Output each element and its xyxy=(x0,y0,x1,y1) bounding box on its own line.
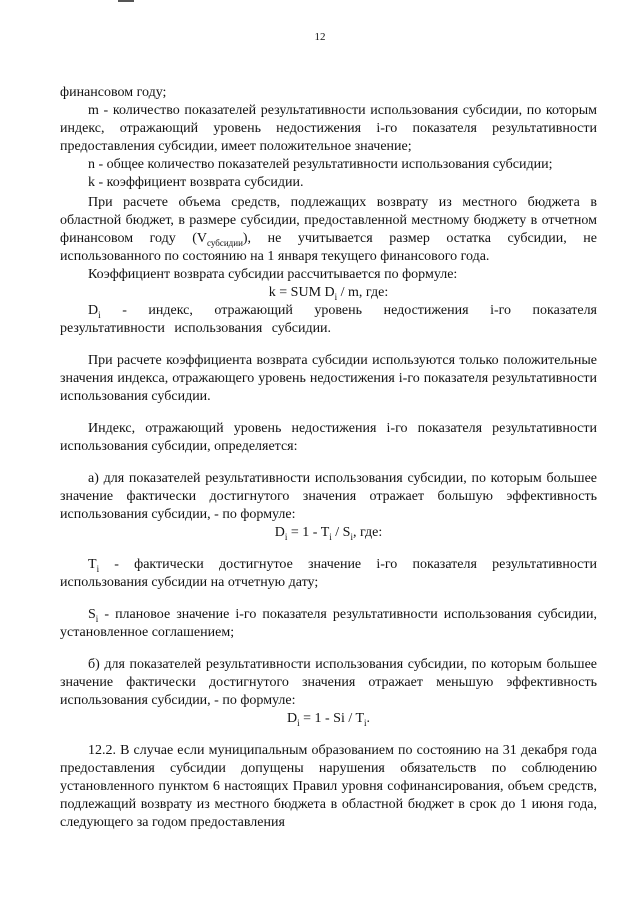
paragraph-di-definition xyxy=(60,302,597,338)
formula-di-a xyxy=(60,524,597,542)
formula-di-a-part3: / S xyxy=(331,525,351,540)
paragraph-k-definition: k - коэффициент возврата субсидии. xyxy=(88,175,304,190)
page-number: 12 xyxy=(314,31,326,43)
si-text: - плановое значение i-го показателя результативности использования субсидии, установленное соглашением; xyxy=(60,607,597,640)
formula-di-a-sub3: i xyxy=(350,531,353,542)
di-text: - индекс, отражающий уровень недостижения i-го показателя результативности использования субсидии. xyxy=(60,303,597,336)
formula-di-b-part2: = 1 - Si / T xyxy=(299,711,365,726)
formula-di-b-part1: D xyxy=(286,711,298,726)
paragraph-m-definition: m - количество показателей результативности использования субсидии, по которым индекс, отражающий уровень недостижения i-го показателя результативности предоставления субсидии, имеет положительное значение; xyxy=(60,103,597,154)
formula-di-a-part2: = 1 - T xyxy=(287,525,330,540)
formula-di-a-part4: , где: xyxy=(352,525,383,540)
paragraph-case-a: а) для показателей результативности использования субсидии, по которым большее значение фактически достигнутого значения отражает большую эффективность использования субсидии, - по формуле: xyxy=(60,471,597,522)
paragraph-return-volume xyxy=(60,194,597,266)
formula-di-b-sub2: i xyxy=(364,717,367,728)
formula-k-sub: i xyxy=(334,291,338,302)
ti-symbol: T xyxy=(88,557,97,572)
ti-sub: i xyxy=(96,563,100,574)
formula-k xyxy=(60,284,597,302)
paragraph-si-definition xyxy=(60,606,597,642)
formula-di-b-sub1: i xyxy=(297,717,300,728)
formula-di-a-part1: D xyxy=(274,525,285,540)
paragraph-return-volume-part2: ), не учитывается размер остатка субсидии, не использованного по состоянию на 1 января текущего финансового года. xyxy=(60,231,598,264)
formula-di-a-sub1: i xyxy=(284,531,288,542)
formula-k-part2: / m, где: xyxy=(337,285,389,300)
ti-text: - фактически достигнутое значение i-го показателя результативности использования субсидии на отчетную дату; xyxy=(60,557,597,590)
document-body xyxy=(60,84,597,832)
paragraph-index-definition: Индекс, отражающий уровень недостижения i-го показателя результативности использования субсидии, определяется: xyxy=(60,421,597,454)
di-sub: i xyxy=(98,309,101,320)
paragraph-ti-definition xyxy=(60,556,597,592)
scan-mark xyxy=(118,0,134,2)
paragraph-return-volume-part1: При расчете объема средств, подлежащих возврату из местного бюджета в областной бюджет, в размере субсидии, предоставленной местному бюджету в отчетном финансовом году (V xyxy=(60,195,597,246)
subscript-subsidy: субсидии xyxy=(207,237,243,248)
formula-k-part1: k = SUM D xyxy=(268,285,335,300)
paragraph-n-definition: n - общее количество показателей результативности использования субсидии; xyxy=(88,157,553,172)
di-symbol: D xyxy=(88,303,99,318)
paragraph-1: финансовом году; xyxy=(60,85,167,100)
paragraph-coefficient-intro: Коэффициент возврата субсидии рассчитывается по формуле: xyxy=(88,267,458,282)
paragraph-case-b: б) для показателей результативности использования субсидии, по которым большее значение фактически достигнутого значения отражает меньшую эффективность использования субсидии, - по формуле: xyxy=(60,657,597,708)
formula-di-b xyxy=(60,710,597,728)
si-symbol: S xyxy=(88,607,96,622)
paragraph-12-2: 12.2. В случае если муниципальным образованием по состоянию на 31 декабря года предоставления субсидии допущены нарушения обязательств по соблюдению установленного пунктом 6 настоящих Правил уровня софинансирования, объем средств, подлежащий возврату из местного бюджета в областной бюджет в срок до 1 июня года, следующего за годом предоставления xyxy=(60,743,597,830)
formula-di-a-sub2: i xyxy=(329,531,332,542)
paragraph-positive-values: При расчете коэффициента возврата субсидии используются только положительные значения индекса, отражающего уровень недостижения i-го показателя результативности использования субсидии. xyxy=(60,353,597,404)
formula-di-b-part3: . xyxy=(366,711,371,726)
si-sub: i xyxy=(95,613,99,624)
